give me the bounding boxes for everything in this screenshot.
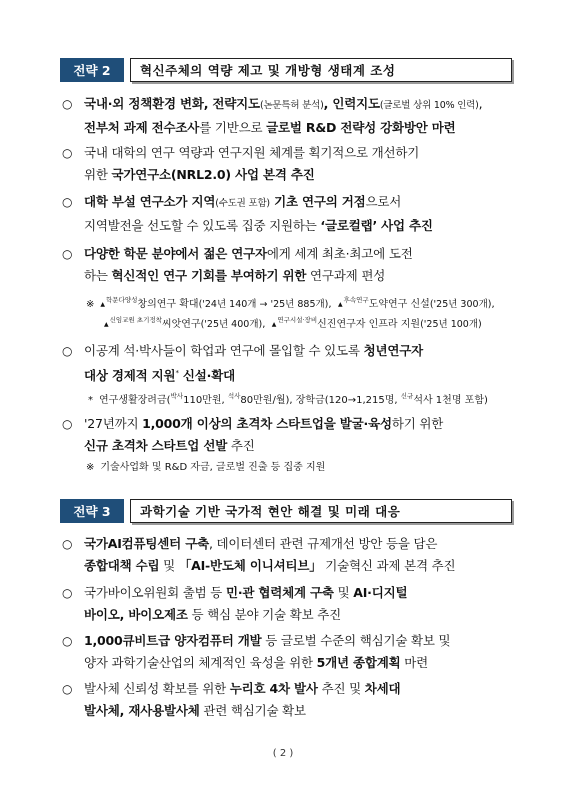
list-item: ○ 국내·외 정책환경 변화, 전략지도(논문특허 분석), 인력지도(글로벌 상위 10% 인력), 전부처 과제 전수조사를 기반으로 글로벌 R&D 전략성 강화방안 마련: [62, 93, 518, 139]
circle-bullet-icon: ○: [62, 634, 73, 648]
list-item: ○ 국가AI컴퓨팅센터 구축, 데이터센터 관련 규제개선 방안 등을 담은 종합대책 수립 및 「AI-반도체 이니셔티브」 기술혁신 과제 본격 추진: [62, 533, 518, 577]
list-item: ○ '27년까지 1,000개 이상의 초격차 스타트업을 발굴·육성하기 위한 신규 초격차 스타트업 선발 추진: [62, 413, 518, 457]
triangle-bullet-icon: ▲: [104, 321, 109, 328]
footnote: * 연구생활장려금($^{박사}$110만원, $^{석사}$80만원/월), 장학금(120→1,215명, $^{신규}$석사 1천명 포함): [88, 392, 488, 406]
section-header-strategy-2: [60, 58, 512, 82]
triangle-bullet-icon: ▲: [100, 301, 106, 308]
list-item: ○ 이공계 석·박사들이 학업과 연구에 몰입할 수 있도록 청년연구자 대상 경제적 지원* 신설·확대: [62, 340, 518, 387]
circle-bullet-icon: ○: [62, 146, 73, 160]
strategy-label: 전략 2: [60, 58, 124, 82]
list-item: ○ 1,000큐비트급 양자컴퓨터 개발 등 글로벌 수준의 핵심기술 확보 및 양자 과학기술산업의 체계적인 육성을 위한 5개년 종합계획 마련: [62, 630, 518, 674]
list-item: ○ 국가바이오위원회 출범 등 민·관 협력체계 구축 및 AI·디지털 바이오, 바이오제조 등 핵심 분야 기술 확보 추진: [62, 582, 518, 626]
strategy-title: 과학기술 기반 국가적 현안 해결 및 미래 대응: [130, 499, 512, 523]
list-item: ○ 발사체 신뢰성 확보를 위한 누리호 4차 발사 추진 및 차세대 발사체, 재사용발사체 관련 핵심기술 확보: [62, 678, 518, 722]
triangle-bullet-icon: ▲: [337, 301, 343, 308]
circle-bullet-icon: ○: [62, 537, 73, 551]
strategy-label: 전략 3: [60, 499, 124, 523]
footnote: ※ 기술사업화 및 R&D 자금, 글로벌 진출 등 집중 지원: [86, 462, 326, 473]
circle-bullet-icon: ○: [62, 682, 73, 696]
circle-bullet-icon: ○: [62, 344, 73, 358]
list-item: ○ 다양한 학문 분야에서 젊은 연구자에게 세계 최초·최고에 도전 하는 혁신적인 연구 기회를 부여하기 위한 연구과제 편성: [62, 243, 518, 287]
circle-bullet-icon: ○: [62, 247, 73, 261]
section-header-strategy-3: [60, 499, 512, 523]
list-item: ○ 대학 부설 연구소가 지역(수도권 포함) 기초 연구의 거점으로서 지역발전을 선도할 수 있도록 집중 지원하는 ‘글로컬랩’ 사업 추진: [62, 191, 518, 237]
circle-bullet-icon: ○: [62, 97, 73, 111]
list-item: ○ 국내 대학의 연구 역량과 연구지원 체계를 획기적으로 개선하기 위한 국가연구소(NRL2.0) 사업 본격 추진: [62, 142, 518, 186]
circle-bullet-icon: ○: [62, 195, 73, 209]
footnote: ▲$^{신임교원 초기정착}$씨앗연구('25년 400개), ▲$^{연구시설\cdot 장비}$신진연구자 인프라 지원('25년 100개): [104, 316, 482, 330]
circle-bullet-icon: ○: [62, 417, 73, 431]
circle-bullet-icon: ○: [62, 586, 73, 600]
page-number: ( 2 ): [272, 748, 294, 759]
strategy-title: 혁신주체의 역량 제고 및 개방형 생태계 조성: [130, 58, 512, 82]
footnote: ※ ▲$^{학문다양성}$창의연구 확대('24년 140개 → '25년 885개), ▲$^{후속연구}$도약연구 신설('25년 300개),: [86, 296, 495, 310]
triangle-bullet-icon: ▲: [271, 321, 277, 328]
